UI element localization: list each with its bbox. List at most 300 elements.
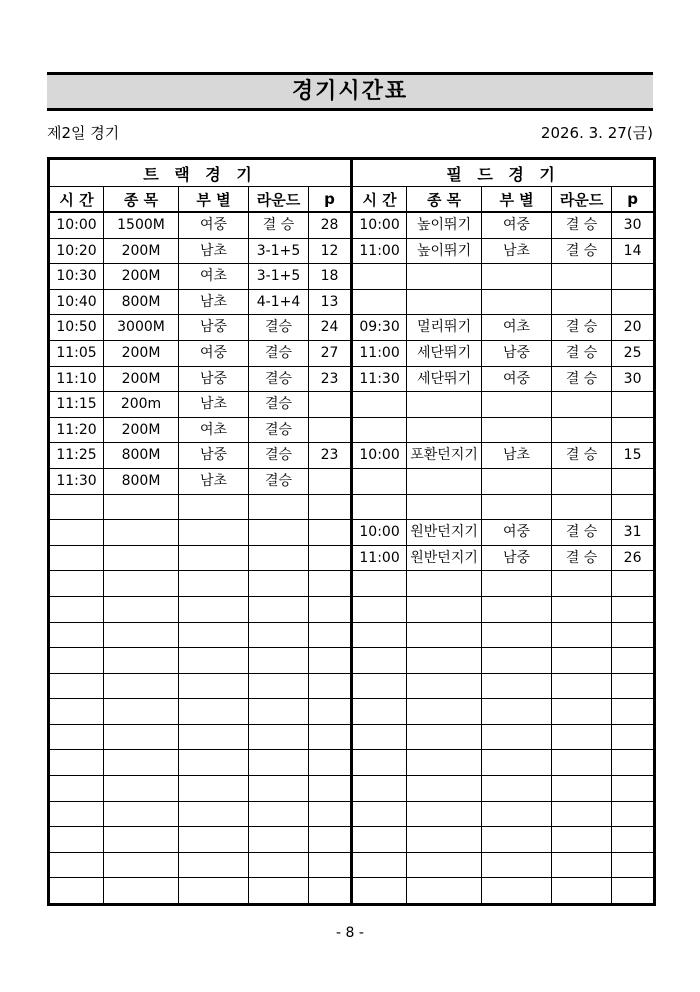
cell-left-p	[309, 801, 352, 827]
cell-left-time	[49, 648, 104, 674]
cell-right-time: 10:00	[352, 212, 407, 238]
cell-right-time	[352, 801, 407, 827]
cell-right-division	[482, 264, 552, 290]
cell-right-event	[407, 878, 482, 905]
cell-left-p	[309, 827, 352, 853]
cell-right-division	[482, 724, 552, 750]
cell-left-time: 10:40	[49, 289, 104, 315]
cell-right-time	[352, 571, 407, 597]
cell-right-time	[352, 776, 407, 802]
cell-right-time	[352, 289, 407, 315]
cell-right-time: 10:00	[352, 520, 407, 546]
cell-left-division: 여중	[179, 212, 249, 238]
cell-left-round	[249, 494, 309, 520]
cell-left-time	[49, 827, 104, 853]
cell-right-time	[352, 622, 407, 648]
cell-left-event: 200m	[104, 392, 179, 418]
cell-left-time	[49, 520, 104, 546]
cell-right-event	[407, 776, 482, 802]
cell-left-time	[49, 776, 104, 802]
cell-right-p	[612, 673, 655, 699]
schedule-table	[47, 157, 656, 906]
cell-right-round: 결 승	[552, 443, 612, 469]
cell-left-round	[249, 776, 309, 802]
cell-left-division	[179, 545, 249, 571]
cell-left-round: 결승	[249, 468, 309, 494]
cell-left-p	[309, 878, 352, 905]
table-row	[49, 212, 655, 238]
cell-right-division	[482, 468, 552, 494]
table-row	[49, 468, 655, 494]
schedule-table-body	[49, 212, 655, 905]
table-row	[49, 340, 655, 366]
cell-left-p	[309, 776, 352, 802]
cell-left-event: 1500M	[104, 212, 179, 238]
cell-right-p	[612, 852, 655, 878]
cell-right-p	[612, 468, 655, 494]
table-row	[49, 520, 655, 546]
cell-right-time	[352, 750, 407, 776]
cell-left-p: 28	[309, 212, 352, 238]
cell-left-time	[49, 852, 104, 878]
cell-left-time	[49, 545, 104, 571]
cell-left-p	[309, 750, 352, 776]
table-row	[49, 827, 655, 853]
cell-right-p	[612, 801, 655, 827]
cell-left-p	[309, 724, 352, 750]
cell-left-round	[249, 852, 309, 878]
cell-right-division	[482, 289, 552, 315]
cell-left-division	[179, 699, 249, 725]
cell-right-p	[612, 827, 655, 853]
cell-right-time	[352, 596, 407, 622]
cell-right-p	[612, 289, 655, 315]
cell-right-event	[407, 750, 482, 776]
cell-left-time: 10:30	[49, 264, 104, 290]
cell-left-round	[249, 827, 309, 853]
cell-right-event: 원반던지기	[407, 520, 482, 546]
cell-right-round	[552, 648, 612, 674]
cell-left-event	[104, 801, 179, 827]
cell-right-p	[612, 750, 655, 776]
cell-right-p	[612, 699, 655, 725]
cell-left-round: 결승	[249, 392, 309, 418]
page-title: 경기시간표	[291, 78, 409, 104]
cell-left-division	[179, 776, 249, 802]
cell-right-round	[552, 596, 612, 622]
cell-right-round	[552, 264, 612, 290]
cell-left-event	[104, 494, 179, 520]
table-row	[49, 648, 655, 674]
table-row	[49, 776, 655, 802]
cell-right-round: 결 승	[552, 238, 612, 264]
cell-left-event: 200M	[104, 264, 179, 290]
cell-left-event	[104, 622, 179, 648]
cell-right-division: 여중	[482, 212, 552, 238]
cell-left-time	[49, 699, 104, 725]
cell-left-division	[179, 596, 249, 622]
cell-left-event: 200M	[104, 238, 179, 264]
cell-left-p	[309, 699, 352, 725]
table-row	[49, 622, 655, 648]
cell-right-p: 20	[612, 315, 655, 341]
cell-left-division	[179, 648, 249, 674]
cell-left-event	[104, 852, 179, 878]
cell-right-event: 포환던지기	[407, 443, 482, 469]
cell-right-round	[552, 392, 612, 418]
cell-right-time	[352, 852, 407, 878]
cell-right-event	[407, 392, 482, 418]
cell-left-p	[309, 417, 352, 443]
cell-left-p: 24	[309, 315, 352, 341]
cell-right-p	[612, 494, 655, 520]
cell-left-p: 12	[309, 238, 352, 264]
cell-left-round	[249, 801, 309, 827]
cell-left-time: 11:15	[49, 392, 104, 418]
cell-right-event	[407, 852, 482, 878]
cell-left-time	[49, 596, 104, 622]
cell-left-p: 18	[309, 264, 352, 290]
cell-right-p: 25	[612, 340, 655, 366]
table-row	[49, 801, 655, 827]
col-header-track-time: 시 간	[49, 187, 104, 213]
cell-left-round	[249, 648, 309, 674]
cell-left-event	[104, 724, 179, 750]
cell-right-event	[407, 673, 482, 699]
cell-right-event: 멀리뛰기	[407, 315, 482, 341]
cell-right-division: 남초	[482, 443, 552, 469]
cell-right-p	[612, 622, 655, 648]
col-header-track-event: 종 목	[104, 187, 179, 213]
cell-right-division	[482, 571, 552, 597]
cell-left-division	[179, 571, 249, 597]
cell-left-round	[249, 699, 309, 725]
cell-right-p: 31	[612, 520, 655, 546]
cell-right-p	[612, 596, 655, 622]
cell-right-event	[407, 289, 482, 315]
cell-left-event	[104, 545, 179, 571]
cell-left-event	[104, 827, 179, 853]
cell-left-time: 11:20	[49, 417, 104, 443]
cell-left-time: 10:50	[49, 315, 104, 341]
col-header-field-p: p	[612, 187, 655, 213]
table-row	[49, 596, 655, 622]
cell-right-round	[552, 750, 612, 776]
column-header-row	[49, 187, 655, 213]
cell-left-time: 11:10	[49, 366, 104, 392]
cell-left-event: 200M	[104, 417, 179, 443]
cell-right-round	[552, 494, 612, 520]
cell-right-division	[482, 392, 552, 418]
cell-right-p	[612, 648, 655, 674]
col-header-field-time: 시 간	[352, 187, 407, 213]
table-row	[49, 852, 655, 878]
cell-right-round: 결 승	[552, 520, 612, 546]
cell-left-event	[104, 699, 179, 725]
cell-right-p: 26	[612, 545, 655, 571]
cell-left-round: 3-1+5	[249, 264, 309, 290]
cell-right-round	[552, 878, 612, 905]
cell-left-p	[309, 494, 352, 520]
col-header-field-round: 라운드	[552, 187, 612, 213]
cell-right-round: 결 승	[552, 340, 612, 366]
cell-left-event	[104, 571, 179, 597]
cell-right-round	[552, 801, 612, 827]
cell-right-event	[407, 264, 482, 290]
cell-right-round: 결 승	[552, 545, 612, 571]
cell-right-round: 결 승	[552, 315, 612, 341]
cell-left-event: 200M	[104, 366, 179, 392]
cell-left-round	[249, 750, 309, 776]
col-header-field-division: 부 별	[482, 187, 552, 213]
cell-left-division	[179, 878, 249, 905]
cell-left-division: 남초	[179, 238, 249, 264]
cell-right-division	[482, 494, 552, 520]
cell-left-event	[104, 673, 179, 699]
cell-left-division: 여초	[179, 417, 249, 443]
table-row	[49, 238, 655, 264]
cell-right-division	[482, 417, 552, 443]
cell-left-round	[249, 724, 309, 750]
cell-left-division: 여초	[179, 264, 249, 290]
cell-left-division	[179, 750, 249, 776]
cell-right-division: 남초	[482, 238, 552, 264]
cell-left-event	[104, 648, 179, 674]
cell-right-division	[482, 622, 552, 648]
cell-right-division	[482, 648, 552, 674]
cell-left-round: 결 승	[249, 212, 309, 238]
cell-right-division	[482, 699, 552, 725]
cell-right-p	[612, 392, 655, 418]
subheader-row	[47, 124, 653, 142]
cell-left-round	[249, 673, 309, 699]
table-row	[49, 673, 655, 699]
cell-left-round	[249, 520, 309, 546]
cell-left-round	[249, 571, 309, 597]
cell-right-division	[482, 596, 552, 622]
cell-left-p	[309, 545, 352, 571]
cell-right-time	[352, 417, 407, 443]
track-events-header: 트 랙 경 기	[49, 159, 352, 187]
table-row	[49, 750, 655, 776]
table-row	[49, 699, 655, 725]
cell-left-p	[309, 648, 352, 674]
table-row	[49, 571, 655, 597]
cell-right-time	[352, 264, 407, 290]
cell-right-round	[552, 673, 612, 699]
cell-right-event: 높이뛰기	[407, 238, 482, 264]
cell-left-division	[179, 520, 249, 546]
cell-right-division	[482, 776, 552, 802]
cell-left-division: 남중	[179, 366, 249, 392]
cell-right-round	[552, 622, 612, 648]
cell-right-p: 15	[612, 443, 655, 469]
cell-left-event	[104, 750, 179, 776]
cell-left-event: 3000M	[104, 315, 179, 341]
cell-right-time	[352, 699, 407, 725]
cell-left-p: 27	[309, 340, 352, 366]
cell-right-event	[407, 648, 482, 674]
cell-right-p	[612, 264, 655, 290]
cell-right-time	[352, 392, 407, 418]
cell-right-time	[352, 648, 407, 674]
cell-left-event	[104, 596, 179, 622]
cell-left-division: 남초	[179, 392, 249, 418]
cell-left-round: 결승	[249, 315, 309, 341]
cell-left-division	[179, 622, 249, 648]
cell-left-event	[104, 520, 179, 546]
cell-left-round: 결승	[249, 340, 309, 366]
table-row	[49, 494, 655, 520]
cell-right-time: 09:30	[352, 315, 407, 341]
cell-right-round	[552, 289, 612, 315]
cell-right-division: 여초	[482, 315, 552, 341]
cell-left-p	[309, 673, 352, 699]
table-row	[49, 264, 655, 290]
cell-right-time: 11:00	[352, 340, 407, 366]
cell-left-division	[179, 852, 249, 878]
table-row	[49, 289, 655, 315]
cell-right-division	[482, 801, 552, 827]
cell-left-time	[49, 801, 104, 827]
cell-left-p	[309, 622, 352, 648]
cell-right-time: 11:30	[352, 366, 407, 392]
cell-left-round: 결승	[249, 366, 309, 392]
cell-right-event	[407, 494, 482, 520]
cell-left-round	[249, 545, 309, 571]
title-bar	[47, 72, 653, 111]
cell-left-p	[309, 392, 352, 418]
cell-left-time: 11:05	[49, 340, 104, 366]
cell-right-round	[552, 852, 612, 878]
cell-right-p	[612, 724, 655, 750]
cell-right-event	[407, 622, 482, 648]
cell-left-round: 3-1+5	[249, 238, 309, 264]
cell-right-round	[552, 827, 612, 853]
cell-left-division	[179, 724, 249, 750]
cell-left-event: 200M	[104, 340, 179, 366]
cell-left-division: 남중	[179, 315, 249, 341]
cell-left-p	[309, 468, 352, 494]
cell-left-p	[309, 852, 352, 878]
cell-left-division	[179, 673, 249, 699]
page-number: - 8 -	[336, 925, 364, 942]
cell-right-event	[407, 699, 482, 725]
cell-right-division	[482, 673, 552, 699]
cell-left-p	[309, 571, 352, 597]
cell-right-event	[407, 571, 482, 597]
cell-right-event: 세단뛰기	[407, 366, 482, 392]
cell-right-event	[407, 801, 482, 827]
cell-left-time	[49, 750, 104, 776]
group-header-row	[49, 159, 655, 187]
schedule-table-head	[49, 159, 655, 213]
cell-right-event	[407, 724, 482, 750]
cell-left-p: 23	[309, 443, 352, 469]
cell-left-time	[49, 494, 104, 520]
cell-left-time	[49, 673, 104, 699]
date-label: 2026. 3. 27(금)	[540, 124, 653, 142]
cell-right-p: 30	[612, 366, 655, 392]
cell-left-event: 800M	[104, 289, 179, 315]
cell-left-time	[49, 724, 104, 750]
cell-left-round: 4-1+4	[249, 289, 309, 315]
cell-right-time: 10:00	[352, 443, 407, 469]
cell-right-p: 14	[612, 238, 655, 264]
cell-left-time	[49, 878, 104, 905]
col-header-track-division: 부 별	[179, 187, 249, 213]
cell-right-round	[552, 776, 612, 802]
cell-right-division	[482, 852, 552, 878]
cell-left-time	[49, 622, 104, 648]
cell-left-round: 결승	[249, 443, 309, 469]
cell-right-p: 30	[612, 212, 655, 238]
cell-right-event	[407, 596, 482, 622]
cell-right-round	[552, 724, 612, 750]
cell-right-division: 남중	[482, 340, 552, 366]
cell-left-division	[179, 827, 249, 853]
cell-right-p	[612, 571, 655, 597]
table-row	[49, 724, 655, 750]
table-row	[49, 443, 655, 469]
cell-right-time	[352, 724, 407, 750]
cell-left-p: 13	[309, 289, 352, 315]
col-header-field-event: 종 목	[407, 187, 482, 213]
table-row	[49, 392, 655, 418]
cell-right-division: 여중	[482, 520, 552, 546]
cell-left-division: 여중	[179, 340, 249, 366]
table-row	[49, 366, 655, 392]
cell-right-round: 결 승	[552, 212, 612, 238]
cell-left-event	[104, 776, 179, 802]
field-events-header: 필 드 경 기	[352, 159, 655, 187]
cell-left-round	[249, 622, 309, 648]
cell-left-round	[249, 596, 309, 622]
cell-left-event: 800M	[104, 443, 179, 469]
cell-right-p	[612, 417, 655, 443]
col-header-track-round: 라운드	[249, 187, 309, 213]
cell-left-time: 11:25	[49, 443, 104, 469]
cell-right-p	[612, 776, 655, 802]
cell-left-division	[179, 494, 249, 520]
cell-right-round	[552, 699, 612, 725]
cell-right-division	[482, 878, 552, 905]
cell-right-p	[612, 878, 655, 905]
cell-left-round: 결승	[249, 417, 309, 443]
cell-right-event: 높이뛰기	[407, 212, 482, 238]
cell-right-event	[407, 468, 482, 494]
cell-right-event: 세단뛰기	[407, 340, 482, 366]
cell-right-time	[352, 673, 407, 699]
cell-right-division	[482, 827, 552, 853]
cell-right-division: 남중	[482, 545, 552, 571]
cell-left-p	[309, 520, 352, 546]
cell-left-division: 남중	[179, 443, 249, 469]
table-row	[49, 417, 655, 443]
cell-right-event	[407, 417, 482, 443]
day-label: 제2일 경기	[47, 124, 120, 142]
cell-right-time	[352, 878, 407, 905]
cell-right-time	[352, 827, 407, 853]
cell-right-event	[407, 827, 482, 853]
cell-left-division: 남초	[179, 468, 249, 494]
cell-left-division	[179, 801, 249, 827]
cell-right-time	[352, 468, 407, 494]
cell-left-event: 800M	[104, 468, 179, 494]
cell-right-round	[552, 468, 612, 494]
cell-right-event: 원반던지기	[407, 545, 482, 571]
cell-right-division: 여중	[482, 366, 552, 392]
